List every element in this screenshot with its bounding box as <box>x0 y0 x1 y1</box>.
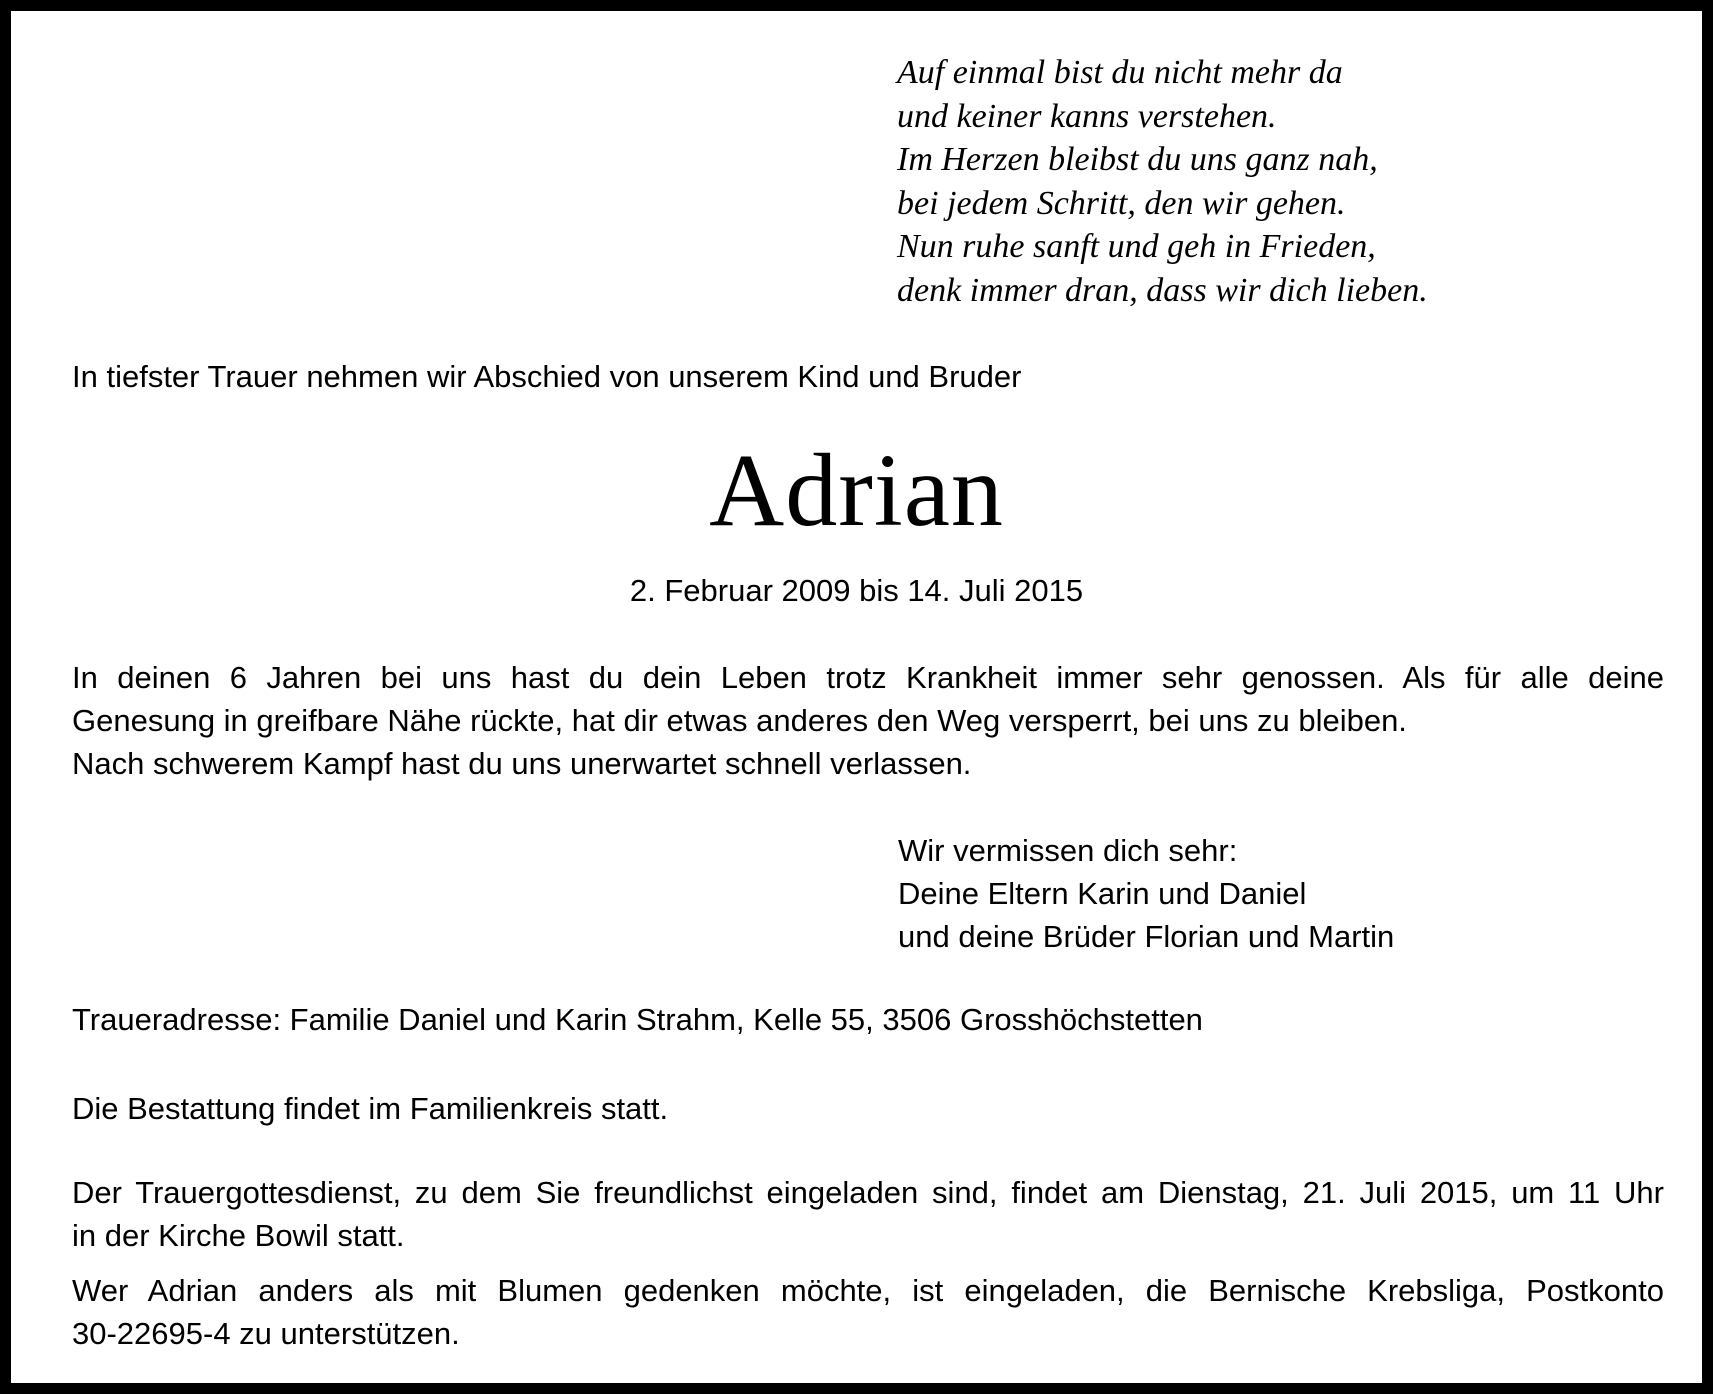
tribute-paragraph <box>72 656 1664 785</box>
service-line: Der Trauergottesdienst, zu dem Sie freundlichst eingeladen sind, findet am Dienstag, 21. Juli 2015, um 11 Uhr <box>72 1175 1664 1210</box>
tribute-line: In deinen 6 Jahren bei uns hast du dein Leben trotz Krankheit immer sehr genossen. Als für alle deine <box>72 660 1664 695</box>
poem-line: Nun ruhe sanft und geh in Frieden, <box>897 228 1376 266</box>
signoff-line: Deine Eltern Karin und Daniel <box>898 876 1307 911</box>
donation-line: Wer Adrian anders als mit Blumen gedenken möchte, ist eingeladen, die Bernische Krebsliga, Postkonto <box>72 1273 1664 1308</box>
service-line: in der Kirche Bowil statt. <box>72 1218 405 1253</box>
tribute-line: Nach schwerem Kampf hast du uns unerwartet schnell verlassen. <box>72 746 972 781</box>
poem-line: und keiner kanns verstehen. <box>897 97 1277 135</box>
deceased-name: Adrian <box>709 433 1004 548</box>
signoff-line: Wir vermissen dich sehr: <box>898 833 1238 868</box>
poem-line: denk immer dran, dass wir dich lieben. <box>897 271 1428 309</box>
intro-text: In tiefster Trauer nehmen wir Abschied von unserem Kind und Bruder <box>72 359 1022 394</box>
donation-line: 30-22695-4 zu unterstützen. <box>72 1316 460 1351</box>
burial-notice: Die Bestattung findet im Familienkreis statt. <box>72 1091 669 1126</box>
mourning-address: Traueradresse: Familie Daniel und Karin Strahm, Kelle 55, 3506 Grosshöchstetten <box>72 1002 1203 1037</box>
family-signoff <box>898 829 1394 958</box>
poem-line: Auf einmal bist du nicht mehr da <box>897 54 1343 91</box>
tribute-line: Genesung in greifbare Nähe rückte, hat dir etwas anderes den Weg versperrt, bei uns zu bleiben. <box>72 703 1407 738</box>
poem-line: bei jedem Schritt, den wir gehen. <box>897 184 1346 222</box>
life-dates: 2. Februar 2009 bis 14. Juli 2015 <box>629 573 1084 608</box>
poem-line: Im Herzen bleibst du uns ganz nah, <box>897 141 1378 179</box>
donation-notice <box>72 1269 1664 1355</box>
signoff-line: und deine Brüder Florian und Martin <box>898 919 1395 954</box>
poem <box>897 51 1428 313</box>
service-notice <box>72 1171 1664 1257</box>
